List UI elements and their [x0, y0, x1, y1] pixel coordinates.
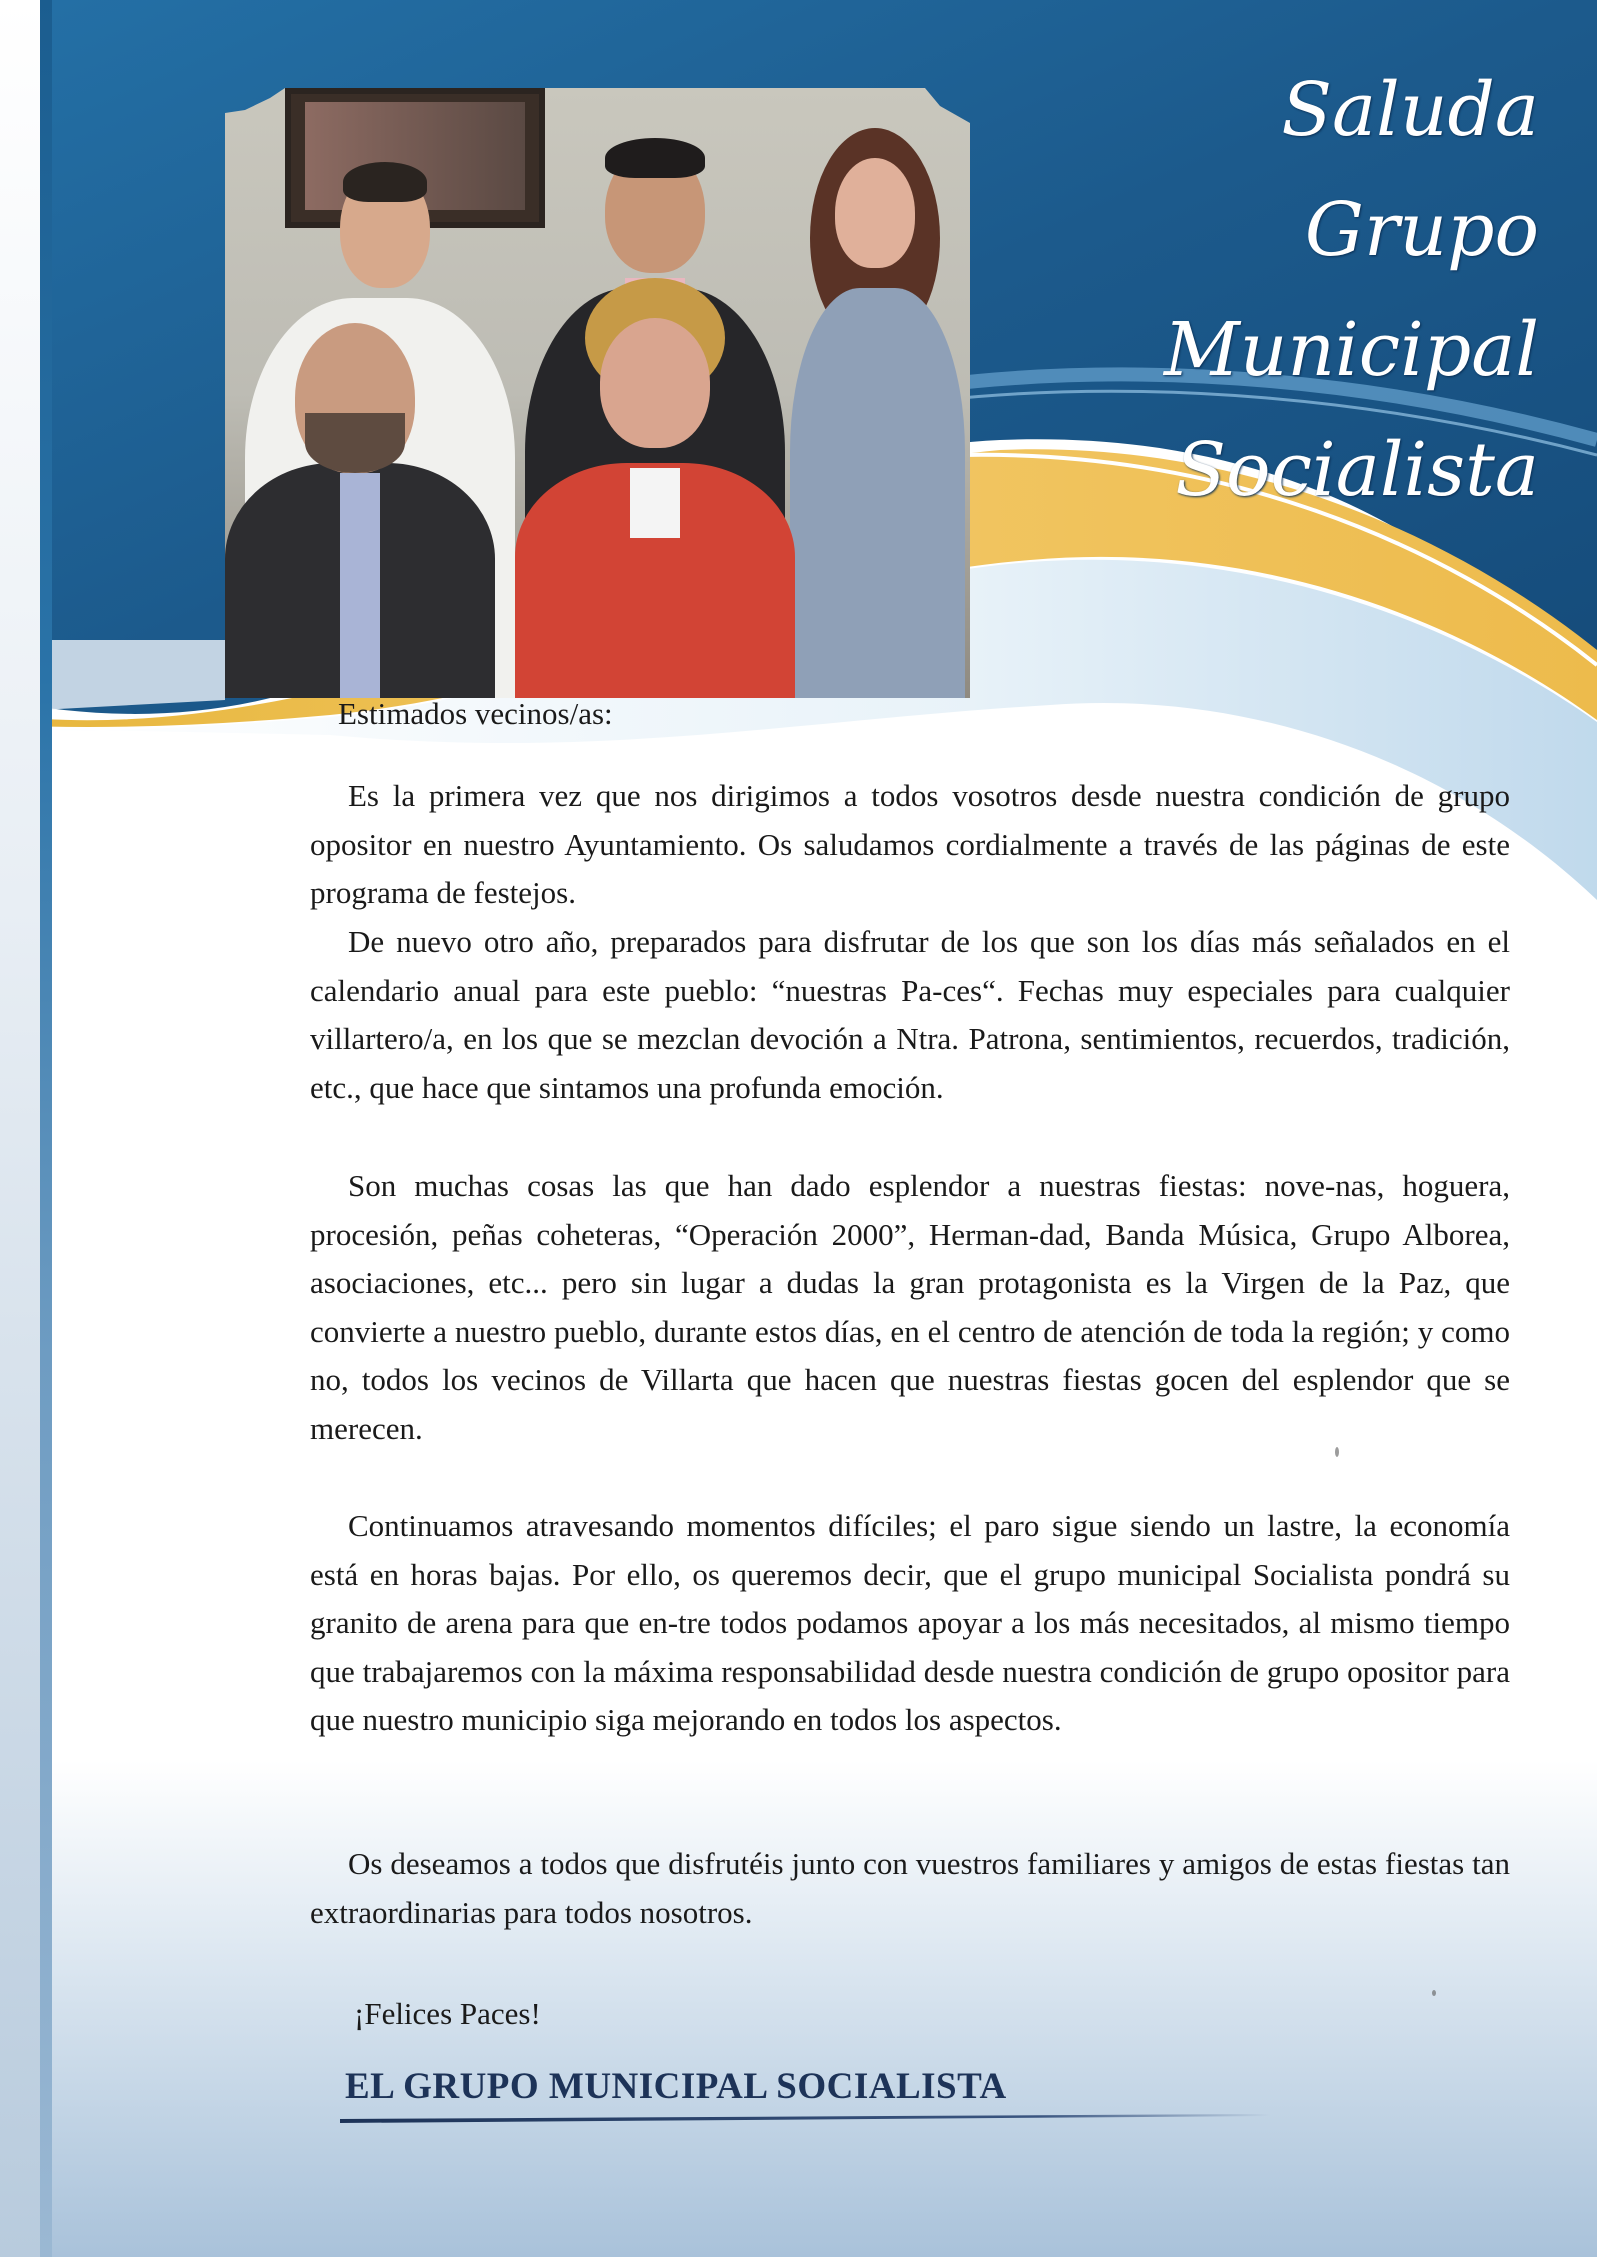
person-back-right	[770, 128, 970, 698]
page-edge-blue	[40, 0, 52, 2257]
person-front-center	[515, 278, 795, 698]
paragraph-3: Son muchas cosas las que han dado esplendor a nuestras fiestas: nove-nas, hoguera, procesión, peñas coheteras, “Operación 2000”, Herman-dad, Banda Música, Grupo Alborea, asociaciones, etc... pero sin lugar a dudas la gran protagonista es la Virgen de la Paz, que convierte a nuestro pueblo, durante estos días, en el centro de atención de toda la región; y como no, todos los vecinos de Villarta que hacen que nuestras fiestas gocen del esplendor que se merecen.	[310, 1168, 1510, 1446]
left-light-stripe	[40, 640, 225, 710]
paragraph-5: Os deseamos a todos que disfrutéis junto con vuestros familiares y amigos de estas fiestas tan extraordinarias para todos nosotros.	[310, 1846, 1510, 1930]
page-edge-strip	[0, 0, 40, 2257]
title-line-2: Municipal	[1163, 307, 1539, 393]
closing-greeting: ¡Felices Paces!	[354, 1996, 541, 2031]
signature: EL GRUPO MUNICIPAL SOCIALISTA	[345, 2066, 1007, 2107]
print-speck-2	[1432, 1990, 1436, 1996]
paragraph-1: Es la primera vez que nos dirigimos a todos vosotros desde nuestra condición de grupo opositor en nuestro Ayuntamiento. Os saludamos cordialmente a través de las páginas de este programa de festejos.	[310, 778, 1510, 910]
paragraph-4: Continuamos atravesando momentos difíciles; el paro sigue siendo un lastre, la economía está en horas bajas. Por ello, os queremos decir, que el grupo municipal Socialista pondrá su granito de arena para que en-tre todos podamos apoyar a los más necesitados, al mismo tiempo que trabajaremos con la máxima responsabilidad desde nuestra condición de grupo opositor para que nuestro municipio siga mejorando en todos los aspectos.	[310, 1508, 1510, 1737]
title-line-3: Socialista	[1175, 427, 1539, 513]
title-line-1: Saluda Grupo	[1281, 67, 1539, 273]
signature-underline	[340, 2113, 1270, 2123]
group-photo	[225, 88, 970, 698]
paragraph-2: De nuevo otro año, preparados para disfrutar de los que son los días más señalados en el calendario anual para este pueblo: “nuestras Pa-ces“. Fechas muy especiales para cualquier villartero/a, en los que se mezclan devoción a Ntra. Patrona, sentimientos, recuerdos, tradición, etc., que hace que sintamos una profunda emoción.	[310, 924, 1510, 1105]
person-front-left	[225, 303, 495, 698]
print-speck	[1335, 1447, 1339, 1457]
page-title	[1109, 50, 1539, 530]
letter-greeting: Estimados vecinos/as:	[338, 696, 613, 731]
